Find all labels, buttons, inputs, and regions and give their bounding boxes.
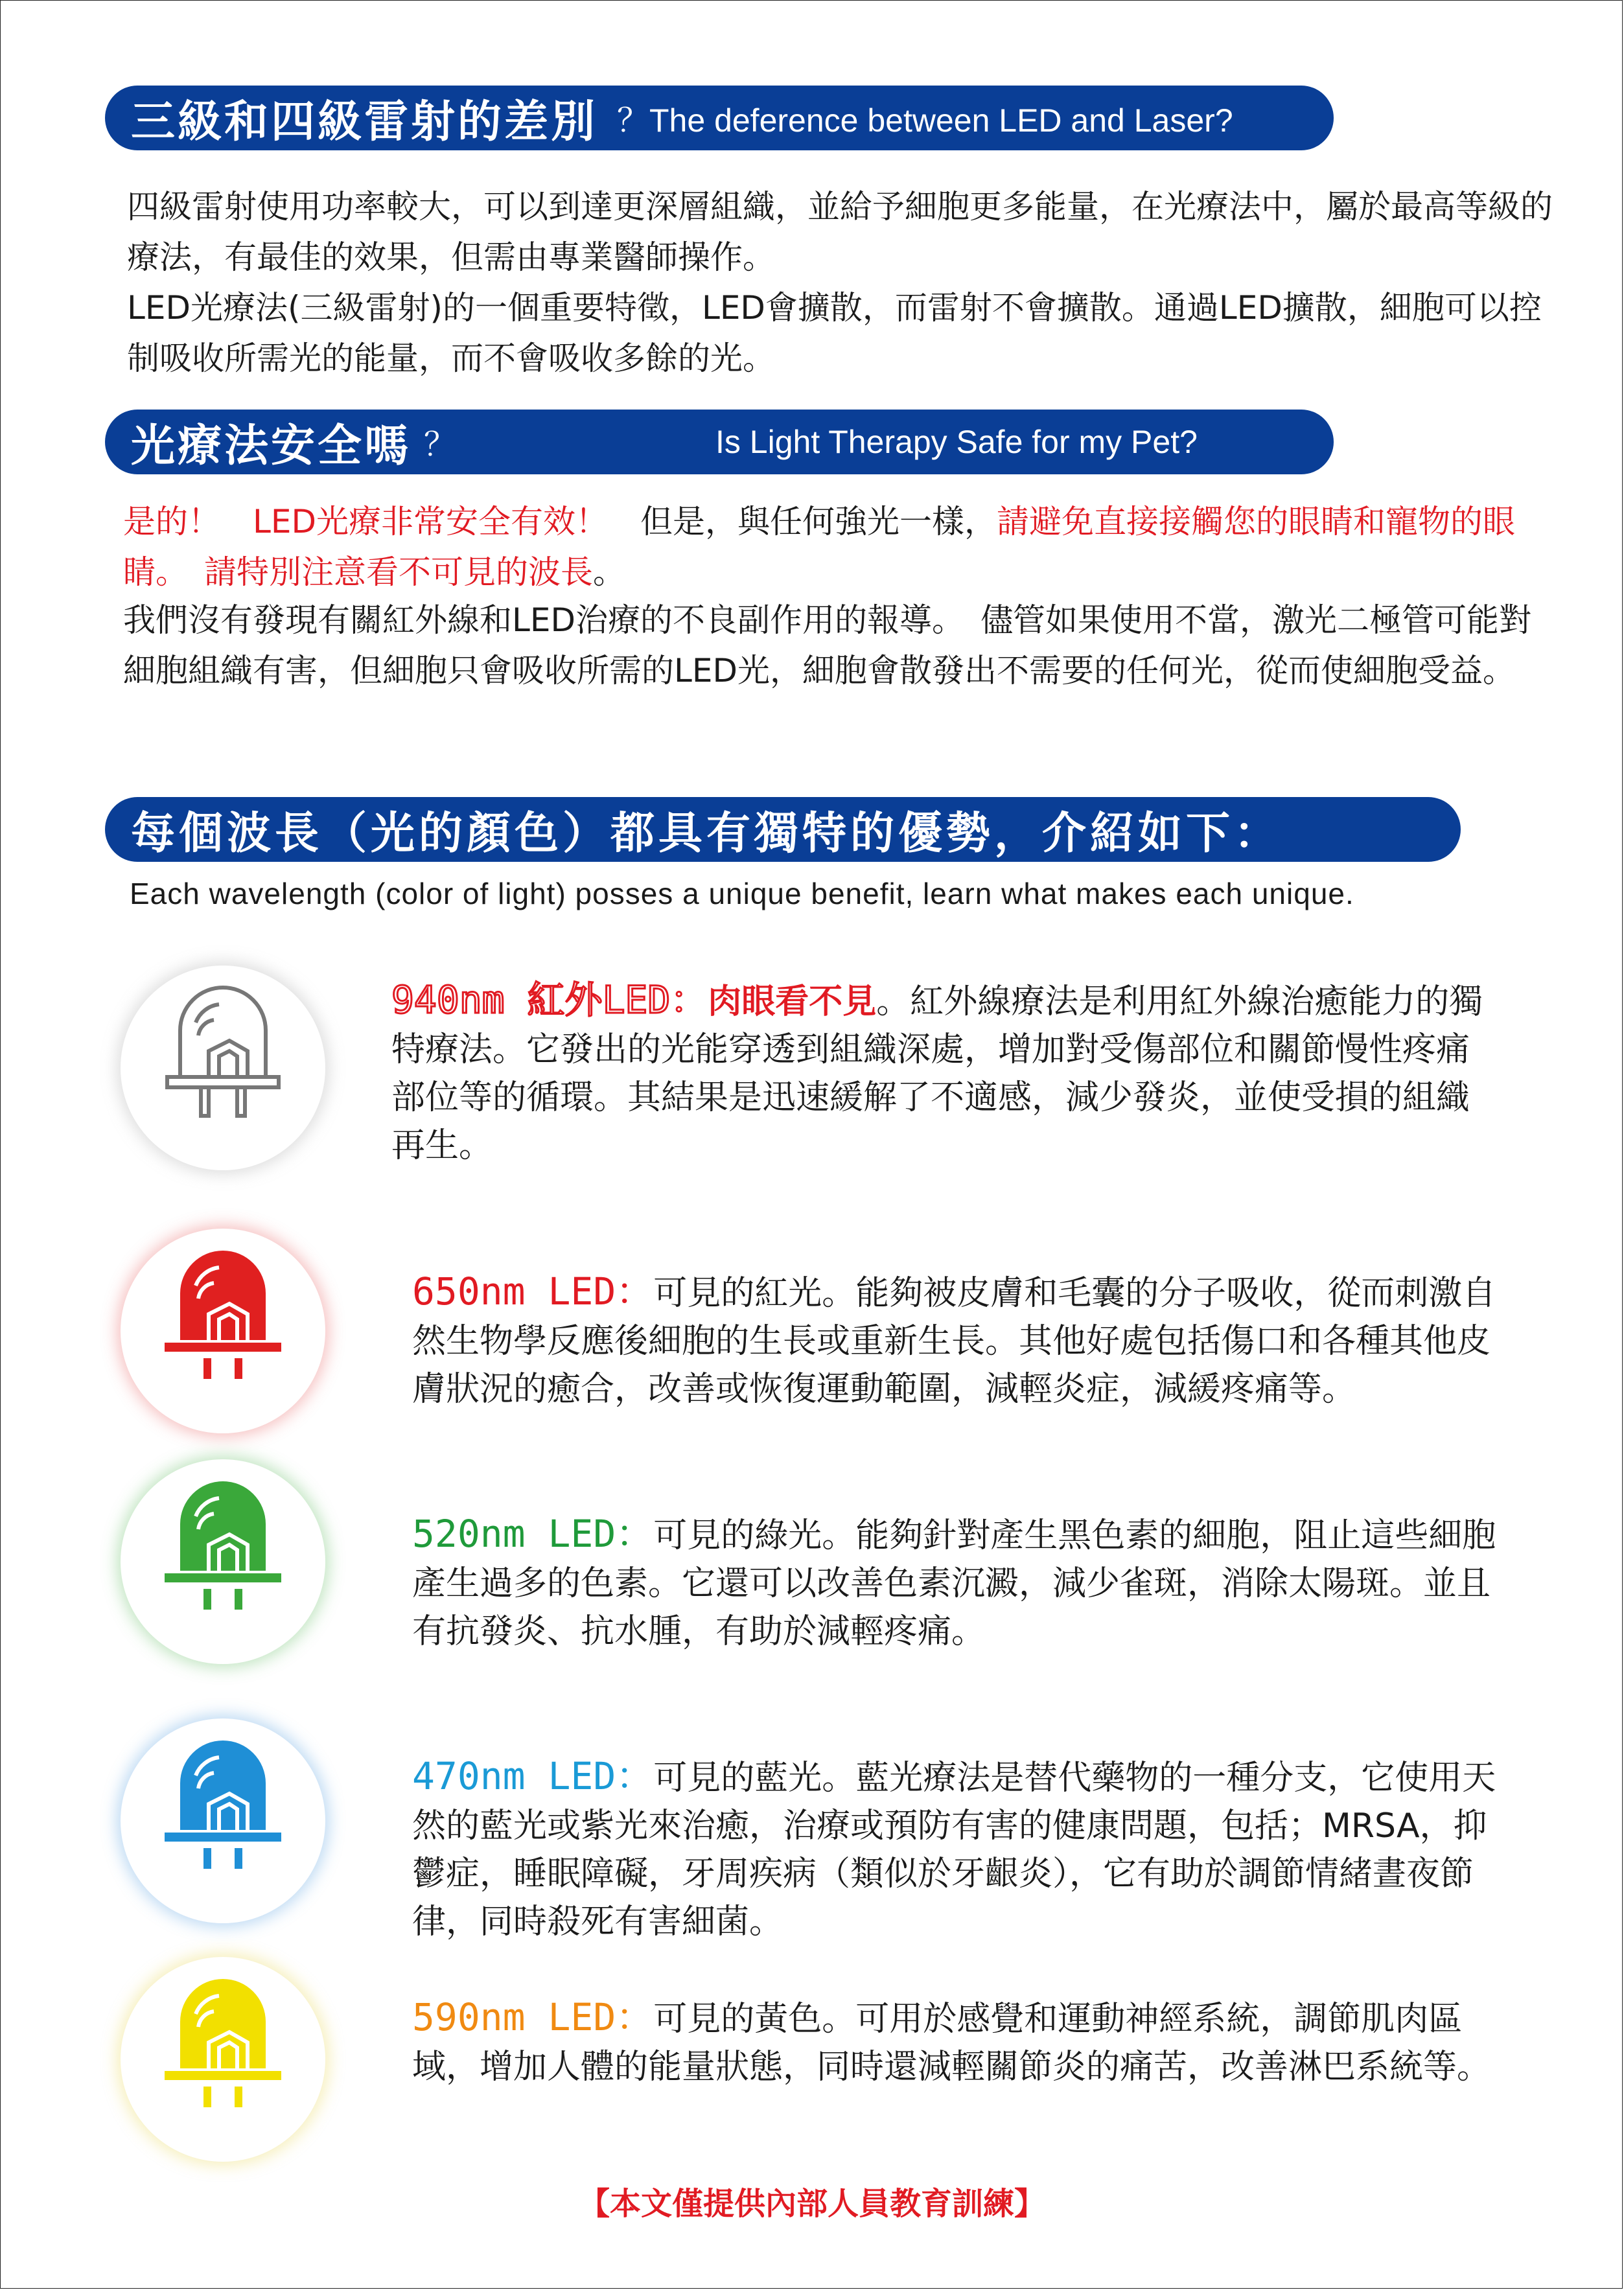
led-red-icon [121, 1229, 325, 1433]
led-infrared-text: 。紅外線療法是利用紅外線治癒能力的獨特療法。它發出的光能穿透到組織深處，增加對受傷部位和關節慢性疼痛部位等的循環。其結果是迅速緩解了不適感，減少發炎，並使受損的組織再生。 [391, 982, 1483, 1165]
banner-title-zh: 光療法安全嗎 [131, 420, 412, 472]
led-yellow-icon [121, 1957, 325, 2162]
safety-paragraph-2: 我們沒有發現有關紅外線和LED治療的不良副作用的報導。 儘管如果使用不當，激光二極管可能對細胞組織有害，但細胞只會吸收所需的LED光，細胞會散發出不需要的任何光，從而使細胞受益。 [123, 601, 1531, 689]
banner-title-zh: 三級和四級雷射的差別 [131, 96, 598, 148]
led-green-label: 520nm LED： [412, 1512, 654, 1556]
led-infrared-highlight: 肉眼看不見 [708, 982, 877, 1021]
led-green-icon [121, 1459, 325, 1664]
section-banner-safety [105, 410, 1334, 474]
led-yellow-description [412, 1993, 1514, 2091]
footer-notice: 【本文僅提供內部人員教育訓練】 [578, 2186, 1045, 2222]
section-banner-laser-difference [105, 86, 1334, 150]
led-blue-icon [121, 1718, 325, 1923]
safety-warning-text: 請避免直接接觸您的眼睛和寵物的眼睛。 請特別注意看不可見的波長 [123, 503, 1515, 591]
safety-end-text: 。 [593, 553, 625, 591]
banner-title-en: ？The deference between LED and Laser? [617, 102, 1233, 139]
safety-but-text: 但是，與任何強光一樣， [607, 503, 997, 540]
safety-yes-text: 是的！ LED光療非常安全有效！ [123, 503, 608, 540]
led-green-text: 可見的綠光。能夠針對產生黑色素的細胞，阻止這些細胞產生過多的色素。它還可以改善色素沉澱，減少雀斑，消除太陽斑。並且有抗發炎、抗水腫，有助於減輕疼痛。 [412, 1516, 1496, 1651]
led-blue-description [412, 1752, 1514, 1946]
laser-paragraph-1: 四級雷射使用功率較大，可以到達更深層組織，並給予細胞更多能量，在光療法中，屬於最高等級的療法，有最佳的效果，但需由專業醫師操作。 [127, 188, 1553, 276]
led-infrared-label: 940nm 紅外LED： [391, 978, 708, 1022]
led-infrared-description [391, 976, 1493, 1170]
led-blue-text: 可見的藍光。藍光療法是替代藥物的一種分支，它使用天然的藍光或紫光來治癒，治療或預防有害的健康問題，包括；MRSA，抑鬱症，睡眠障礙，牙周疾病（類似於牙齦炎），它有助於調節情緒晝夜節律，同時殺死有害細菌。 [412, 1759, 1496, 1941]
wavelength-subtitle: Each wavelength (color of light) posses a unique benefit, learn what makes each unique. [130, 877, 1354, 910]
banner-question-mark: ？ [424, 426, 457, 463]
led-green-description [412, 1510, 1514, 1656]
led-yellow-label: 590nm LED： [412, 1995, 654, 2039]
led-red-label: 650nm LED： [412, 1269, 654, 1313]
led-yellow-text: 可見的黃色。可用於感覺和運動神經系統，調節肌肉區域，增加人體的能量狀態，同時還減輕關節炎的痛苦，改善淋巴系統等。 [412, 2000, 1491, 2087]
led-red-description [412, 1267, 1514, 1413]
led-blue-label: 470nm LED： [412, 1754, 654, 1798]
banner-title-zh: 每個波長（光的顏色）都具有獨特的優勢，介紹如下： [131, 807, 1282, 859]
led-red-text: 可見的紅光。能夠被皮膚和毛囊的分子吸收，從而刺激自然生物學反應後細胞的生長或重新生長。其他好處包括傷口和各種其他皮膚狀況的癒合，改善或恢復運動範圍，減輕炎症，減緩疼痛等。 [412, 1274, 1496, 1409]
laser-paragraph-2: LED光療法(三級雷射)的一個重要特徵，LED會擴散，而雷射不會擴散。通過LED擴散，細胞可以控制吸收所需光的能量，而不會吸收多餘的光。 [127, 289, 1542, 377]
banner-title-en: Is Light Therapy Safe for my Pet? [715, 424, 1198, 460]
safety-paragraph-1 [123, 496, 1549, 597]
led-infrared-icon [121, 966, 325, 1170]
section-banner-wavelengths [105, 797, 1461, 862]
